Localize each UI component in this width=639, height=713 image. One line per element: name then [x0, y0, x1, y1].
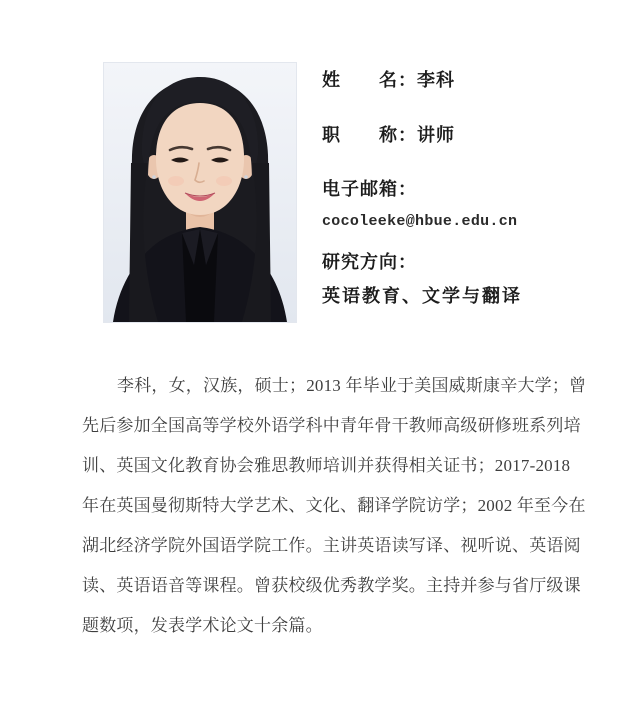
email-value: cocoleeke@hbue.edu.cn — [322, 213, 518, 230]
cheek-left — [168, 176, 184, 186]
research-direction-value: 英语教育、文学与翻译 — [322, 286, 522, 306]
profile-photo — [104, 63, 296, 322]
title-label: 职 称： — [322, 125, 417, 145]
earring-right — [244, 175, 248, 179]
cheek-right — [216, 176, 232, 186]
email-label: 电子邮箱： — [322, 179, 417, 199]
field-title — [322, 124, 455, 146]
field-name — [322, 69, 455, 91]
bio-line: 年在英国曼彻斯特大学艺术、文化、翻译学院访学；2002 年至今在 — [82, 496, 586, 515]
bio-line: 李科，女，汉族，硕士；2013 年毕业于美国威斯康辛大学；曾 — [117, 376, 587, 395]
bio-line: 湖北经济学院外国语学院工作。主讲英语读写译、视听说、英语阅 — [82, 536, 581, 555]
bio-line: 训、英国文化教育协会雅思教师培训并获得相关证书；2017-2018 — [82, 456, 571, 475]
name-value: 李科 — [417, 70, 455, 90]
name-label: 姓 名： — [322, 70, 417, 90]
research-direction-label: 研究方向： — [322, 252, 417, 272]
title-value: 讲师 — [417, 125, 455, 145]
biography-paragraph — [82, 366, 602, 646]
earring-left — [152, 175, 156, 179]
portrait-illustration — [104, 63, 296, 322]
bio-line: 题数项，发表学术论文十余篇。 — [82, 616, 323, 635]
bio-line: 先后参加全国高等学校外语学科中青年骨干教师高级研修班系列培 — [82, 416, 581, 435]
bio-line: 读、英语语音等课程。曾获校级优秀教学奖。主持并参与省厅级课 — [82, 576, 581, 595]
